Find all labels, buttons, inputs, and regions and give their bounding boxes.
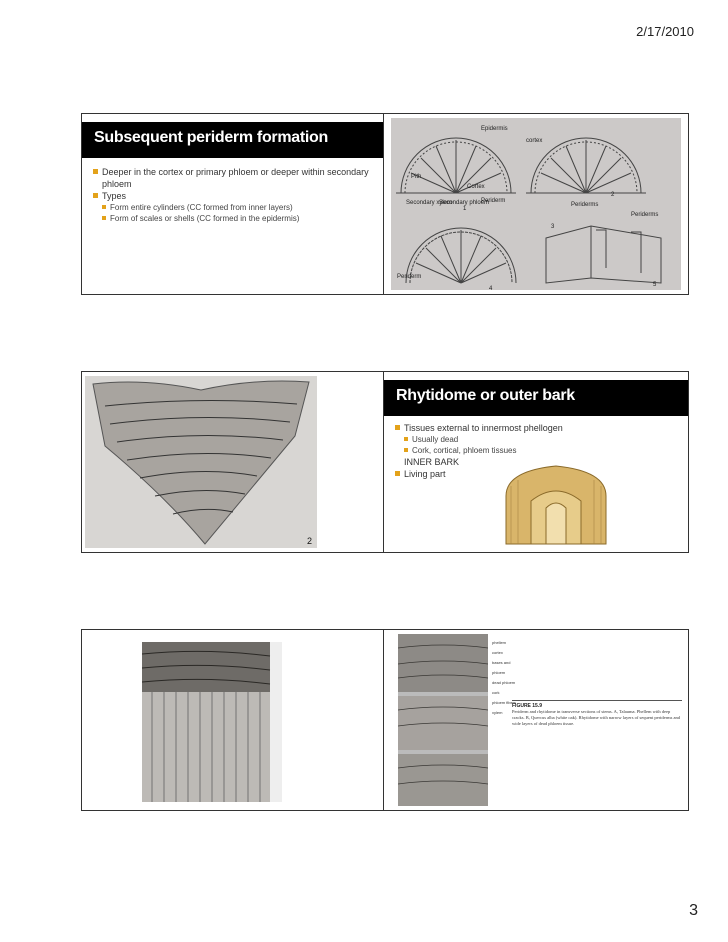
periderm-diagram — [391, 118, 681, 290]
label-periderm-small: Periderm — [397, 274, 422, 280]
cross-section-image — [85, 376, 317, 548]
subbullet-item: Cork, cortical, phloem tissues — [390, 445, 682, 456]
slide-subsequent-periderm — [81, 113, 387, 295]
figure-caption-block — [512, 700, 682, 727]
slide-textbook-figure — [383, 629, 689, 811]
side-label: cortex — [492, 650, 503, 655]
bark-section-drawing — [142, 642, 282, 802]
slide-rhytidome-outer-bark — [383, 371, 689, 553]
micrograph-stack — [398, 634, 488, 806]
side-label: phellem — [492, 640, 507, 645]
figure-number-3: 3 — [551, 224, 555, 230]
cross-section-drawing — [85, 376, 317, 548]
micrograph-stack-drawing — [398, 634, 488, 806]
label-cortex: Cortex — [467, 184, 485, 190]
label-secondary-xylem: Secondary xylem — [406, 200, 453, 206]
label-secondary-phloem: Secondary phloem — [439, 200, 490, 206]
side-label: cork — [492, 690, 500, 695]
periderm-diagram-image — [391, 118, 681, 290]
slide-title-bar — [384, 380, 688, 416]
slide-rhytidome-micrograph — [81, 371, 387, 553]
side-label: phloem fibers — [492, 700, 517, 705]
label-pith: Pith — [411, 174, 422, 180]
subbullet-item: Usually dead — [390, 434, 682, 445]
side-label: xylem — [492, 710, 503, 715]
label-periderms: Periderms — [571, 202, 599, 208]
figure-number-2: 2 — [611, 192, 615, 198]
bullet-item: Types — [88, 190, 380, 202]
bullet-item: Living part — [390, 468, 682, 480]
bullet-item: Deeper in the cortex or primary phloem or deeper within secondary phloem — [88, 166, 380, 190]
micrograph-number: 2 — [307, 536, 313, 546]
slide-periderm-diagrams — [383, 113, 689, 295]
slide-title: Subsequent periderm formation — [94, 129, 328, 146]
slide-bark-section — [81, 629, 387, 811]
figure-number-4: 4 — [489, 286, 493, 290]
side-label: dead phloem — [492, 680, 516, 685]
side-label: bases and phloem — [492, 660, 511, 675]
tree-trunk-illustration — [496, 456, 640, 550]
subbullet-item: Form of scales or shells (CC formed in the epidermis) — [88, 213, 380, 224]
page-number: 3 — [689, 902, 698, 919]
bark-section-image — [142, 642, 282, 802]
label-periderm: Periderm — [481, 198, 506, 204]
subbullet-item: Form entire cylinders (CC formed from inner layers) — [88, 202, 380, 213]
bullet-item: Tissues external to innermost phellogen — [390, 422, 682, 434]
label-epidermis: Epidermis — [481, 126, 508, 132]
label-cortex-small: cortex — [526, 138, 543, 144]
figure-label: FIGURE 15.9 — [512, 703, 543, 709]
figure-number-5: 5 — [653, 282, 657, 288]
slide-title: Rhytidome or outer bark — [396, 387, 575, 404]
figure-caption: Periderm and rhytidome in transverse sections of stems. A, Talauma. Phellem with deep cracks. B, Quercus alba (white oak). Rhytidome with narrow layers of sequent periderms and wide layers of dead phloem tissue. — [512, 709, 680, 726]
slide-title-bar — [82, 122, 386, 158]
label-periderms-2: Periderms — [631, 212, 659, 218]
plain-text: INNER BARK — [404, 457, 460, 467]
slide-date: 2/17/2010 — [636, 24, 694, 39]
tree-trunk-drawing — [496, 456, 640, 550]
figure-number-1: 1 — [463, 206, 467, 212]
